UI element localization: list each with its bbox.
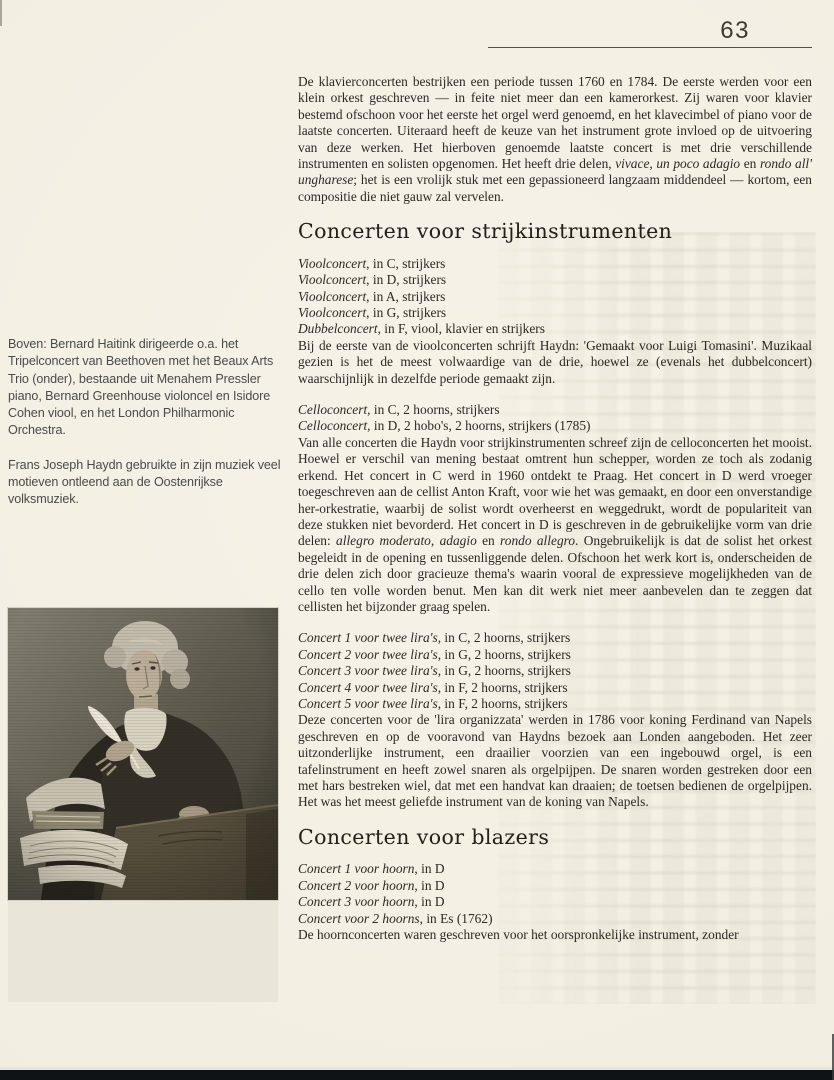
page-number: 63 xyxy=(720,17,750,44)
cello-concert-list xyxy=(298,402,812,435)
work-item: Vioolconcert, in D, strijkers xyxy=(298,272,447,288)
photo-margin-shadow xyxy=(8,901,278,1002)
lira-concert-list xyxy=(298,630,812,712)
work-item: Concert voor 2 hoorns, in Es (1762) xyxy=(298,910,493,926)
work-item: Concert 5 voor twee lira's, in F, 2 hoorns, strijkers xyxy=(298,695,568,711)
work-item: Concert 1 voor twee lira's, in C, 2 hoorns, strijkers xyxy=(298,630,571,646)
cello-note-paragraph: Van alle concerten die Haydn voor strijkinstrumenten schreef zijn de celloconcerten het mooist. Hoewel er verschil van mening bestaat omtrent hun schepper, worden ze toch als zodanig erkend. Het concert in C werd in 1960 ontdekt te Praag. Het concert in D werd vroeger toegeschreven aan de cellist Anton Kraft, voor wie het was gemaakt, en door een onverstandige her-orkestratie, waarbij de solist wordt overheerst en weggedrukt, wordt de populariteit van deze stukken niet bevorderd. Het concert in D is geschreven in de gebruikelijke vorm van drie delen: allegro moderato, adagio en rondo allegro. Ongebruikelijk is dat de solist het orkest begeleidt in de opening en tussenliggende delen. Ofschoon het werk kort is, onderscheiden de drie delen zich door gracieuze thema's waarin vooral de expressieve mogelijkheden van de cello ten volle worden benut. Men kan dit werk niet meer aanbevelen dan te zeggen dat cellisten het bijzonder graag spelen. xyxy=(298,434,812,614)
violin-note-paragraph: Bij de eerste van de vioolconcerten schrijft Haydn: 'Gemaakt voor Luigi Tomasini'. Muzikaal gezien is het de meest volwaardige van de drie, hoewel ze (evenals het dubbelconcert) waarschijnlijk in dezelfde periode gemaakt zijn. xyxy=(298,337,812,386)
work-item: Concert 3 voor hoorn, in D xyxy=(298,894,445,910)
work-item: Concert 2 voor twee lira's, in G, 2 hoorns, strijkers xyxy=(298,646,571,662)
haydn-portrait-image xyxy=(8,608,278,900)
work-item: Concert 3 voor twee lira's, in G, 2 hoorns, strijkers xyxy=(298,663,571,679)
work-item: Celloconcert, in D, 2 hobo's, 2 hoorns, strijkers (1785) xyxy=(298,418,591,434)
work-item: Concert 1 voor hoorn, in D xyxy=(298,861,445,877)
section-heading-strings: Concerten voor strijkinstrumenten xyxy=(298,219,673,244)
horn-note-paragraph: De hoornconcerten waren geschreven voor het oorspronkelijke instrument, zonder xyxy=(298,927,739,942)
work-item: Concert 4 voor twee lira's, in F, 2 hoorns, strijkers xyxy=(298,679,568,695)
haydn-portrait-engraving xyxy=(8,608,278,900)
lira-note-paragraph: Deze concerten voor de 'lira organizzata' werden in 1786 voor koning Ferdinand van Napels geschreven en op de vooravond van Haydns bezoek aan Londen aangeboden. Het zeer uitzonderlijke instrument, een draailier voorzien van een ingebouwd orgel, is een tafelinstrument en heeft zowel snaren als orgelpijpen. De snaren worden gestreken door een met hars bestreken wiel, dat met een handvat kan draaien; de toetsen bedienen de orgelpijpen. Het was het meest geliefde instrument van de koning van Napels. xyxy=(298,712,812,810)
sidebar xyxy=(8,336,288,526)
scan-corner-artifact xyxy=(0,0,2,26)
work-item: Vioolconcert, in A, strijkers xyxy=(298,288,446,304)
horn-concert-list xyxy=(298,861,812,927)
caption-haitink-trio: Boven: Bernard Haitink dirigeerde o.a. het Tripelconcert van Beethoven met het Beaux Arts Trio (onder), bestaande uit Menahem Pressler piano, Bernard Greenhouse violoncel en Isidore Cohen viool, en het London Philharmonic Orchestra. xyxy=(8,337,274,438)
top-spacer xyxy=(298,0,812,74)
scan-bottom-edge xyxy=(0,1070,834,1080)
main-text-column xyxy=(298,0,812,943)
violin-concert-list xyxy=(298,256,812,338)
work-item: Dubbelconcert, in F, viool, klavier en strijkers xyxy=(298,321,545,337)
work-item: Vioolconcert, in G, strijkers xyxy=(298,305,447,321)
work-item: Celloconcert, in C, 2 hoorns, strijkers xyxy=(298,402,500,418)
intro-paragraph: De klavierconcerten bestrijken een periode tussen 1760 en 1784. De eerste werden voor een klein orkest geschreven — in feite niet meer dan een kamerorkest. Zij waren voor klavier bestemd ofschoon voor het eerste het orgel werd genoemd, en het klavecimbel of piano voor de laatste concerten. Uiteraard heeft de keuze van het instrument grote invloed op de uitvoering van deze werken. Het hierboven genoemde laatste concert is met drie verschillende instrumenten en solisten opgenomen. Het heeft drie delen, vivace, un poco adagio en rondo all' ungharese; het is een vrolijk stuk met een gepassioneerd langzaam middendeel — kortom, een compositie die niet gauw zal vervelen. xyxy=(298,74,813,204)
caption-haydn-volksmuziek: Frans Joseph Haydn gebruikte in zijn muziek veel motieven ontleend aan de Oostenrijkse volksmuziek. xyxy=(8,457,281,507)
work-item: Vioolconcert, in C, strijkers xyxy=(298,255,446,271)
work-item: Concert 2 voor hoorn, in D xyxy=(298,877,445,893)
section-heading-winds: Concerten voor blazers xyxy=(298,824,550,849)
